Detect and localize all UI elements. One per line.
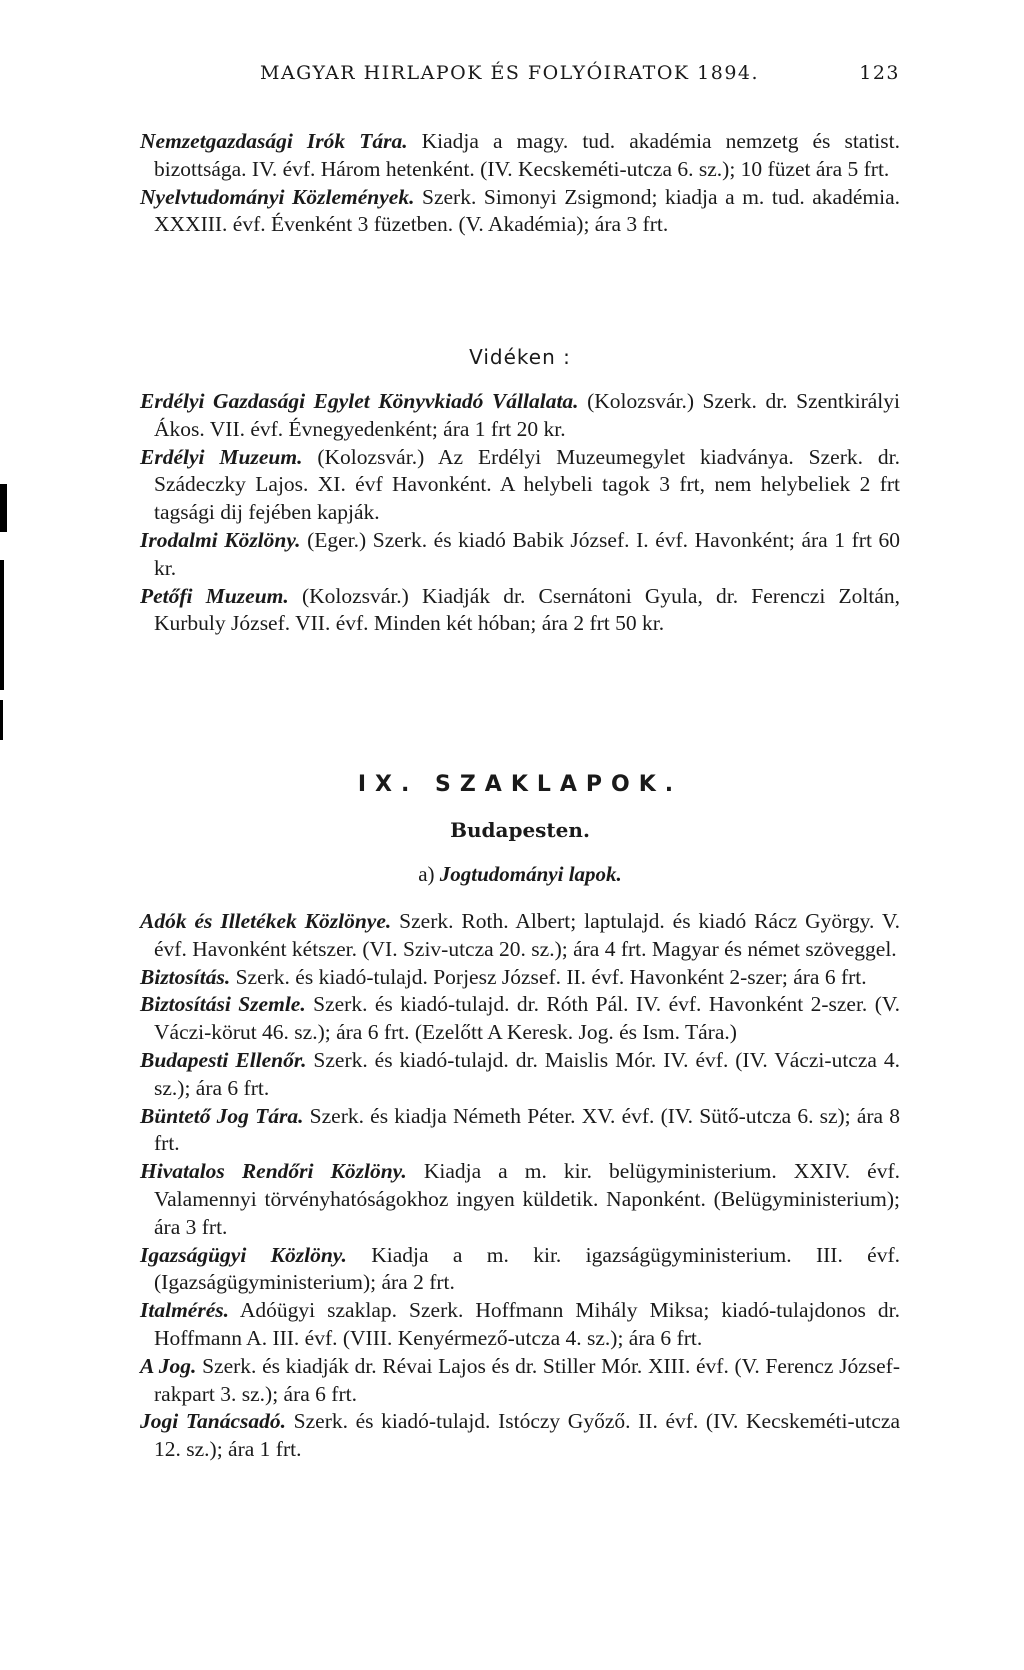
entry-title: Budapesti Ellenőr. bbox=[140, 1047, 307, 1072]
entry bbox=[140, 1242, 900, 1298]
entry-text: Szerk. és kiadják dr. Révai Lajos és dr. Stiller Mór. XIII. évf. (V. Ferencz József-rakpart 3. sz.); ára 6 frt. bbox=[154, 1353, 901, 1406]
scan-edge-mark bbox=[0, 700, 3, 740]
entry-text: Adóügyi szaklap. Szerk. Hoffmann Mihály Miksa; kiadó-tulajdonos dr. Hoffmann A. III. évf. (VIII. Kenyérmező-utcza 4. sz.); ára 6 frt. bbox=[154, 1298, 900, 1350]
entry-text: (Eger.) Szerk. és kiadó Babik József. I. évf. Havonként; ára 1 frt 60 kr. bbox=[154, 527, 900, 580]
entry bbox=[140, 1353, 900, 1409]
top-entries bbox=[140, 128, 900, 239]
entry-title: Igazságügyi Közlöny. bbox=[140, 1242, 347, 1267]
header-title: MAGYAR HIRLAPOK ÉS FOLYÓIRATOK 1894. bbox=[260, 62, 760, 84]
entry bbox=[140, 964, 900, 992]
entry-title: Petőfi Muzeum. bbox=[140, 583, 289, 608]
videken-heading: Vidéken : bbox=[469, 345, 571, 369]
entry-title: Adók és Illetékek Közlönye. bbox=[140, 909, 392, 933]
section-city: Budapesten. bbox=[450, 818, 590, 842]
entry-title: Biztosítás. bbox=[140, 964, 231, 989]
entry bbox=[140, 388, 900, 444]
entry bbox=[140, 583, 900, 639]
entry-text: (Kolozsvár.) Szerk. dr. Szentkirályi Ákos. VII. évf. Évnegyedenként; ára 1 frt 20 kr. bbox=[154, 389, 900, 441]
entry-text: (Kolozsvár.) Az Erdélyi Muzeumegylet kiadványa. Szerk. dr. Szádeczky Lajos. XI. évf Havonként. A helybeli tagok 3 frt, nem helybeliek 2 frt tagsági dij fejében kapják. bbox=[154, 444, 900, 525]
entry-title: Büntető Jog Tára. bbox=[140, 1103, 304, 1128]
entry bbox=[140, 1103, 900, 1159]
entry-text: Szerk. és kiadó-tulajd. Porjesz József. II. évf. Havonként 2-szer; ára 6 frt. bbox=[230, 964, 867, 989]
entry-title: Irodalmi Közlöny. bbox=[140, 527, 301, 552]
entry-title: Nyelvtudományi Közlemények. bbox=[140, 184, 415, 209]
entry-title: A Jog. bbox=[140, 1353, 197, 1378]
entry bbox=[140, 444, 900, 527]
entry-text: Kiadja a m. kir. belügyministerium. XXIV. évf. Valamennyi törvényhatóságokhoz ingyen küldetik. Naponként. (Belügyministerium); ára 3 frt. bbox=[154, 1159, 900, 1239]
scan-edge-mark bbox=[0, 484, 7, 532]
law-entries bbox=[140, 908, 900, 1464]
entry bbox=[140, 128, 900, 184]
entry bbox=[140, 1297, 900, 1353]
entry-title: Erdélyi Muzeum. bbox=[140, 444, 303, 469]
entry bbox=[140, 184, 900, 240]
subsection-prefix: a) bbox=[418, 862, 440, 886]
entry-title: Italmérés. bbox=[140, 1298, 229, 1323]
videken-entries bbox=[140, 388, 900, 638]
entry-text: Kiadja a magy. tud. akadémia nemzetg és statist. bizottsága. IV. évf. Három hetenként. (IV. Kecskeméti-utcza 6. sz.); 10 füzet ára 5 frt. bbox=[154, 129, 900, 181]
section-title: IX. SZAKLAPOK. bbox=[357, 772, 683, 797]
subsection-label: Jogtudományi lapok. bbox=[439, 862, 622, 886]
entry-title: Erdélyi Gazdasági Egylet Könyvkiadó Vállalata. bbox=[140, 389, 579, 413]
entry-text: Kiadja a m. kir. igazságügyministerium. III. évf. (Igazságügyministerium); ára 2 frt. bbox=[154, 1242, 900, 1295]
subsection-title bbox=[140, 862, 900, 887]
entry bbox=[140, 527, 900, 583]
entry-title: Jogi Tanácsadó. bbox=[140, 1409, 287, 1434]
entry bbox=[140, 1047, 900, 1103]
entry-text: (Kolozsvár.) Kiadják dr. Csernátoni Gyula, dr. Ferenczi Zoltán, Kurbuly József. VII. évf. Minden két hóban; ára 2 frt 50 kr. bbox=[154, 583, 900, 636]
scan-edge-mark bbox=[0, 560, 4, 690]
entry bbox=[140, 1408, 900, 1464]
entry-text: Szerk. Roth. Albert; laptulajd. és kiadó Rácz György. V. évf. Havonként kétszer. (VI. Sziv-utcza 20. sz.); ára 4 frt. Magyar és német szöveggel. bbox=[154, 909, 900, 961]
entry-text: Szerk. és kiadó-tulajd. dr. Róth Pál. IV. évf. Havonként 2-szer. (V. Váczi-körut 46. sz.); ára 6 frt. (Ezelőtt A Keresk. Jog. és Ism. Tára.) bbox=[154, 992, 901, 1045]
entry bbox=[140, 991, 900, 1047]
entry-text: Szerk. és kiadó-tulajd. dr. Maislis Mór. IV. évf. (IV. Váczi-utcza 4. sz.); ára 6 frt. bbox=[154, 1047, 900, 1100]
entry-title: Nemzetgazdasági Irók Tára. bbox=[140, 129, 408, 153]
entry bbox=[140, 908, 900, 964]
entry-text: Szerk. Simonyi Zsigmond; kiadja a m. tud. akadémia. XXXIII. évf. Évenként 3 füzetben. (V. Akadémia); ára 3 frt. bbox=[154, 184, 900, 237]
page-number: 123 bbox=[859, 62, 900, 84]
entry-title: Hivatalos Rendőri Közlöny. bbox=[140, 1159, 407, 1184]
entry bbox=[140, 1158, 900, 1241]
entry-text: Szerk. és kiadja Németh Péter. XV. évf. (IV. Sütő-utcza 6. sz); ára 8 frt. bbox=[154, 1103, 901, 1156]
entry-text: Szerk. és kiadó-tulajd. Istóczy Győző. II. évf. (IV. Kecskeméti-utcza 12. sz.); ára 1 frt. bbox=[154, 1409, 901, 1462]
entry-title: Biztosítási Szemle. bbox=[140, 992, 306, 1017]
